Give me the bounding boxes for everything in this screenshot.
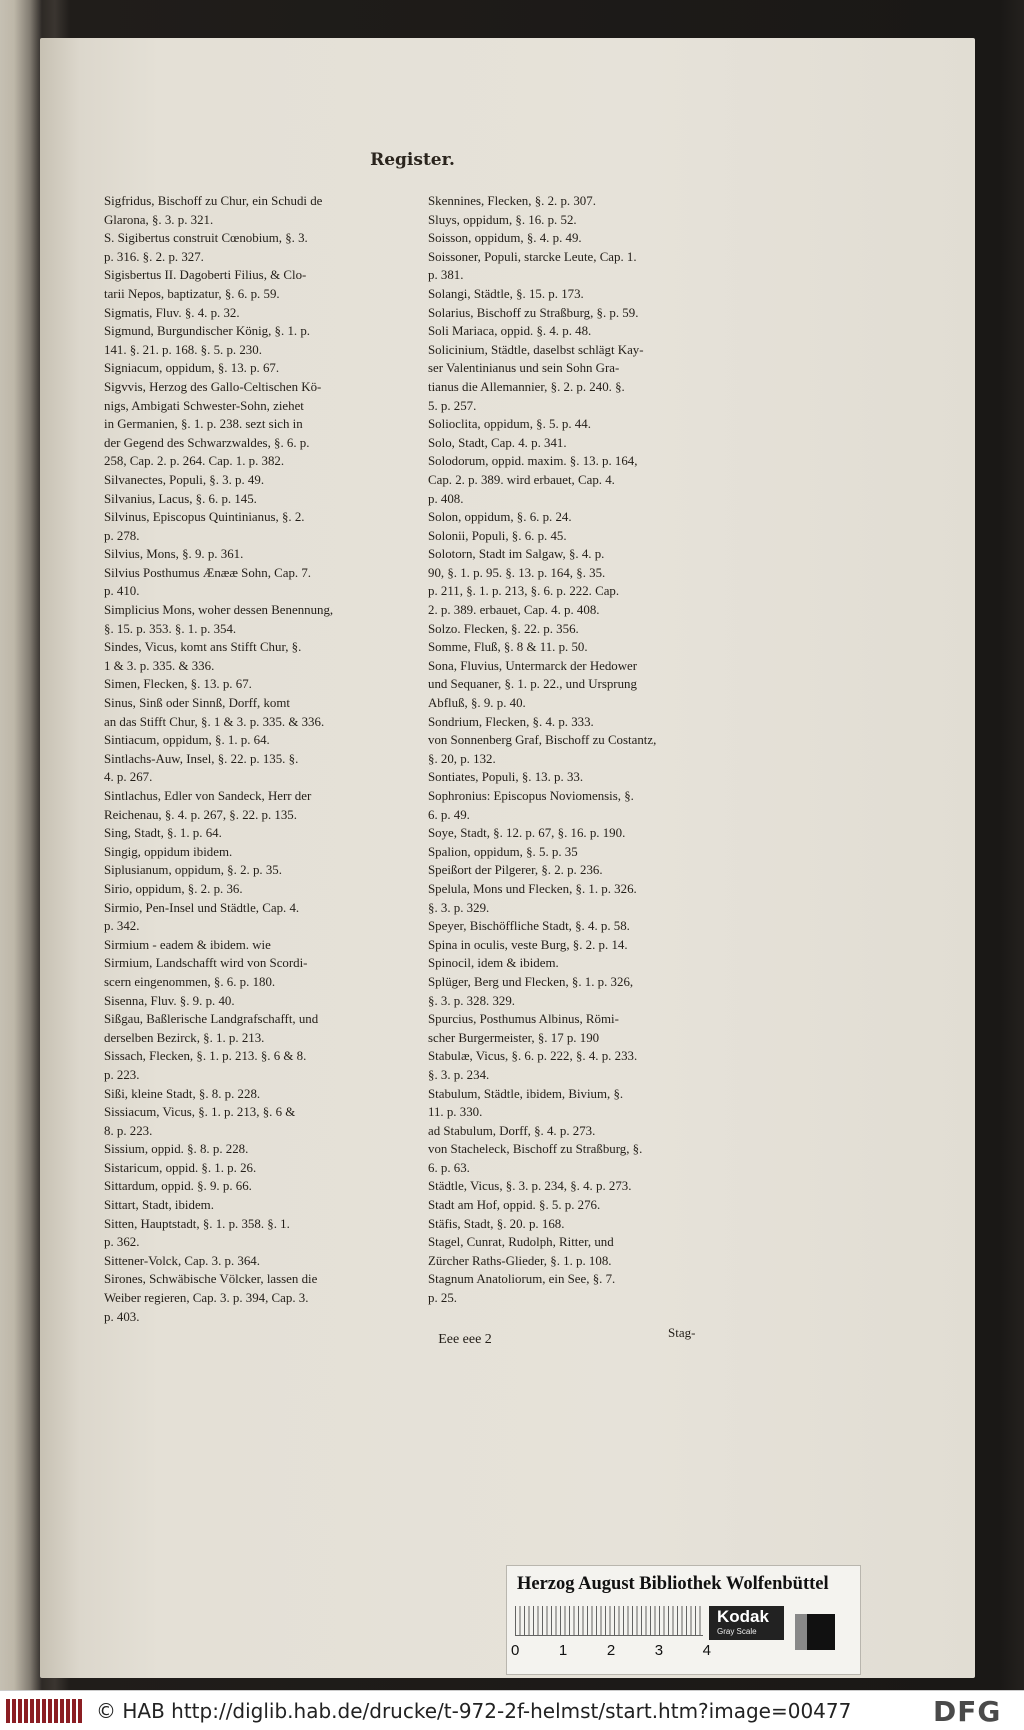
register-entry-line: Simen, Flecken, §. 13. p. 67. [104,677,252,692]
ruler-number: 0 [511,1642,520,1659]
register-entry-line: Reichenau, §. 4. p. 267, §. 22. p. 135. [104,807,297,822]
register-entry-line: Sissach, Flecken, §. 1. p. 213. §. 6 & 8. [104,1049,307,1064]
catchword: Stag- [668,1325,696,1340]
register-entry-line: Sirio, oppidum, §. 2. p. 36. [104,881,243,896]
register-entry-line: Sinus, Sinß oder Sinnß, Dorff, komt [104,696,290,711]
register-entry-line: Splüger, Berg und Flecken, §. 1. p. 326, [428,974,634,989]
register-entry-line: Sittardum, oppid. §. 9. p. 66. [104,1179,252,1194]
register-entry-line: Stagel, Cunrat, Rudolph, Ritter, und [428,1235,614,1250]
register-entry-line: Sindes, Vicus, komt ans Stifft Chur, §. [104,640,302,655]
register-entry-line: S. Sigibertus construit Cœnobium, §. 3. [104,231,308,246]
ruler-number: 3 [654,1642,664,1659]
register-entry-line: p. 403. [104,1309,140,1324]
register-entry-line: Silvanius, Lacus, §. 6. p. 145. [104,491,257,506]
register-entry-line: Solzo. Flecken, §. 22. p. 356. [428,621,579,636]
register-entry-line: von Stacheleck, Bischoff zu Straßburg, §. [428,1142,643,1157]
register-entry-line: Somme, Fluß, §. 8 & 11. p. 50. [428,640,588,655]
register-entry-line: an das Stifft Chur, §. 1 & 3. p. 335. & 336. [104,714,325,729]
register-entry-line: Silvanectes, Populi, §. 3. p. 49. [104,472,265,487]
register-entry-line: Sigfridus, Bischoff zu Chur, ein Schudi de [104,194,323,208]
register-entry-line: Glarona, §. 3. p. 321. [104,212,214,227]
register-entry-line: §. 3. p. 329. [428,900,490,915]
register-entry-line: Sittener-Volck, Cap. 3. p. 364. [104,1253,260,1268]
register-entry-line: 258, Cap. 2. p. 264. Cap. 1. p. 382. [104,454,285,469]
register-entry-line: Solon, oppidum, §. 6. p. 24. [428,510,572,525]
register-entry-line: Sluys, oppidum, §. 16. p. 52. [428,212,577,227]
register-entry-line: Sintiacum, oppidum, §. 1. p. 64. [104,733,270,748]
register-entry-line: Solarius, Bischoff zu Straßburg, §. p. 59. [428,305,639,320]
register-entry-line: Silvius, Mons, §. 9. p. 361. [104,547,244,562]
register-entry-line: Sittart, Stadt, ibidem. [104,1198,214,1213]
register-entry-line: p. 362. [104,1235,140,1250]
black-swatch [807,1614,835,1650]
signature-mark: Eee eee 2 [438,1332,492,1347]
register-entry-line: 4. p. 267. [104,770,153,785]
register-entry-line: Sing, Stadt, §. 1. p. 64. [104,826,222,841]
ruler-number: 2 [606,1642,616,1659]
register-entry-line: Speyer, Bischöffliche Stadt, §. 4. p. 58. [428,919,630,934]
register-entry-line: Stadt am Hof, oppid. §. 5. p. 276. [428,1198,601,1213]
register-entry-line: scher Burgermeister, §. 17 p. 190 [428,1030,600,1045]
dfg-logo: DFG [933,1695,1002,1728]
register-entry-line: Spalion, oppidum, §. 5. p. 35 [428,844,578,859]
register-entry-line: Sitten, Hauptstadt, §. 1. p. 358. §. 1. [104,1216,290,1231]
register-entry-line: Skennines, Flecken, §. 2. p. 307. [428,194,596,208]
register-entry-line: Solonii, Populi, §. 6. p. 45. [428,528,567,543]
register-entry-line: Städtle, Vicus, §. 3. p. 234, §. 4. p. 273. [428,1179,632,1194]
register-entry-line: 1 & 3. p. 335. & 336. [104,658,215,673]
register-entry-line: p. 408. [428,491,464,506]
register-entry-line: p. 278. [104,528,140,543]
register-entry-line: der Gegend des Schwarzwaldes, §. 6. p. [104,435,310,450]
register-entry-line: Zürcher Raths-Glieder, §. 1. p. 108. [428,1253,612,1268]
register-entry-line: Spina in oculis, veste Burg, §. 2. p. 14. [428,937,628,952]
register-entry-line: Sisenna, Fluv. §. 9. p. 40. [104,993,235,1008]
register-entry-line: Sirones, Schwäbische Völcker, lassen die [104,1272,318,1287]
register-entry-line: Solotorn, Stadt im Salgaw, §. 4. p. [428,547,605,562]
register-entry-line: p. 381. [428,268,464,283]
register-entry-line: Spelula, Mons und Flecken, §. 1. p. 326. [428,881,637,896]
ruler-numbers [511,1642,711,1660]
register-entry-line: Stabulæ, Vicus, §. 6. p. 222, §. 4. p. 233. [428,1049,638,1064]
register-entry-line: Sondrium, Flecken, §. 4. p. 333. [428,714,594,729]
library-label [506,1565,861,1675]
register-entry-line: Sintlachus, Edler von Sandeck, Herr der [104,789,312,803]
register-entry-line: Solodorum, oppid. maxim. §. 13. p. 164, [428,454,638,469]
register-entry-line: Sirmio, Pen-Insel und Städtle, Cap. 4. [104,900,300,915]
register-entry-line: Cap. 2. p. 389. wird erbauet, Cap. 4. [428,472,615,487]
kodak-gray-scale-card [709,1606,784,1640]
register-entry-line: in Germanien, §. 1. p. 238. sezt sich in [104,417,303,432]
register-entry-line: Silvinus, Episcopus Quintinianus, §. 2. [104,510,305,525]
register-entry-line: 2. p. 389. erbauet, Cap. 4. p. 408. [428,603,600,618]
register-entry-line: §. 15. p. 353. §. 1. p. 354. [104,621,237,636]
adjacent-page-edge [0,0,42,1690]
register-entry-line: Speißort der Pilgerer, §. 2. p. 236. [428,863,603,878]
register-entry-line: Simplicius Mons, woher dessen Benennung, [104,603,334,618]
register-entry-line: Soli Mariaca, oppid. §. 4. p. 48. [428,324,592,339]
register-entry-line: §. 20, p. 132. [428,751,496,766]
register-entry-line: Abfluß, §. 9. p. 40. [428,696,526,711]
register-entry-line: Soisson, oppidum, §. 4. p. 49. [428,231,582,246]
register-entry-line: Soissoner, Populi, starcke Leute, Cap. 1. [428,249,637,264]
register-entry-line: scern eingenommen, §. 6. p. 180. [104,974,276,989]
register-entry-line: §. 3. p. 328. 329. [428,993,516,1008]
register-entry-line: 6. p. 63. [428,1160,470,1175]
ruler-number: 1 [558,1642,568,1659]
register-entry-line: Sißgau, Baßlerische Landgrafschafft, und [104,1012,319,1027]
register-entry-line: Sirmium - eadem & ibidem. wie [104,937,271,952]
register-entry-line: 11. p. 330. [428,1105,483,1120]
gray-swatch [795,1614,807,1650]
kodak-brand: Kodak [717,1607,769,1626]
register-entry-line: Stagnum Anatoliorum, ein See, §. 7. [428,1272,616,1287]
register-entry-line: Sona, Fluvius, Untermarck der Hedower [428,658,638,673]
register-entry-line: Sontiates, Populi, §. 13. p. 33. [428,770,584,785]
register-entry-line: Sissium, oppid. §. 8. p. 228. [104,1142,249,1157]
gray-scale-label: Gray Scale [717,1627,757,1636]
register-entry-line: Stabulum, Städtle, ibidem, Bivium, §. [428,1086,624,1101]
register-entry-line: Stäfis, Stadt, §. 20. p. 168. [428,1216,565,1231]
register-entry-line: Solioclita, oppidum, §. 5. p. 44. [428,417,591,432]
register-entry-line: 90, §. 1. p. 95. §. 13. p. 164, §. 35. [428,565,606,580]
register-entry-line: Sigmatis, Fluv. §. 4. p. 32. [104,305,240,320]
register-entry-line: Solicinium, Städtle, daselbst schlägt Kay- [428,342,644,357]
register-entry-line: Singig, oppidum ibidem. [104,844,233,859]
register-entry-line: Silvius Posthumus Ænææ Sohn, Cap. 7. [104,565,312,580]
register-entry-line: p. 342. [104,919,140,934]
footer-url-text: © HAB http://diglib.hab.de/drucke/t-972-2f-helmst/start.htm?image=00477 [96,1699,852,1723]
ruler-number: 4 [702,1642,711,1659]
register-entry-line: Sistaricum, oppid. §. 1. p. 26. [104,1160,257,1175]
register-entry-line: Sigvvis, Herzog des Gallo-Celtischen Kö- [104,379,322,394]
register-entry-line: Siplusianum, oppidum, §. 2. p. 35. [104,863,282,878]
library-name: Herzog August Bibliothek Wolfenbüttel [517,1574,829,1594]
register-entry-line: Signiacum, oppidum, §. 13. p. 67. [104,361,280,376]
register-entry-line: nigs, Ambigati Schwester-Sohn, ziehet [104,398,304,413]
register-entry-line: p. 223. [104,1067,140,1082]
register-entry-line: Solangi, Städtle, §. 15. p. 173. [428,286,584,301]
register-right-column [428,192,738,1308]
register-entry-line: 8. p. 223. [104,1123,153,1138]
register-left-column [104,192,414,1326]
register-entry-line: von Sonnenberg Graf, Bischoff zu Costantz, [428,733,657,748]
register-entry-line: tarii Nepos, baptizatur, §. 6. p. 59. [104,286,280,301]
footer-bar [0,1690,1024,1730]
register-entry-line: Sophronius: Episcopus Noviomensis, §. [428,789,634,803]
register-entry-line: derselben Bezirck, §. 1. p. 213. [104,1030,265,1045]
register-entry-line: Sigmund, Burgundischer König, §. 1. p. [104,324,311,339]
register-entry-line: und Sequaner, §. 1. p. 22., und Ursprung [428,677,637,692]
register-entry-line: tianus die Allemannier, §. 2. p. 240. §. [428,379,625,394]
register-entry-line: 5. p. 257. [428,398,477,413]
register-entry-line: Weiber regieren, Cap. 3. p. 394, Cap. 3. [104,1291,309,1306]
register-entry-line: Sintlachs-Auw, Insel, §. 22. p. 135. §. [104,751,299,766]
register-entry-line: Spinocil, idem & ibidem. [428,956,559,971]
register-entry-line: 141. §. 21. p. 168. §. 5. p. 230. [104,342,262,357]
register-entry-line: §. 3. p. 234. [428,1067,490,1082]
register-entry-line: p. 25. [428,1291,458,1306]
register-entry-line: Sissiacum, Vicus, §. 1. p. 213, §. 6 & [104,1105,296,1120]
register-entry-line: Sißi, kleine Stadt, §. 8. p. 228. [104,1086,261,1101]
register-entry-line: 6. p. 49. [428,807,470,822]
scale-ruler [515,1606,703,1636]
register-entry-line: Sirmium, Landschafft wird von Scordi- [104,956,308,971]
register-entry-line: ser Valentinianus und sein Sohn Gra- [428,361,620,376]
register-entry-line: Solo, Stadt, Cap. 4. p. 341. [428,435,567,450]
register-entry-line: Sigisbertus II. Dagoberti Filius, & Clo- [104,268,307,283]
register-entry-line: Spurcius, Posthumus Albinus, Römi- [428,1012,619,1027]
register-entry-line: ad Stabulum, Dorff, §. 4. p. 273. [428,1123,596,1138]
register-entry-line: p. 211, §. 1. p. 213, §. 6. p. 222. Cap. [428,584,620,599]
register-entry-line: p. 410. [104,584,140,599]
register-entry-line: p. 316. §. 2. p. 327. [104,249,204,264]
page-title: Register. [370,150,455,170]
hab-logo-icon [6,1699,90,1723]
register-entry-line: Soye, Stadt, §. 12. p. 67, §. 16. p. 190. [428,826,626,841]
